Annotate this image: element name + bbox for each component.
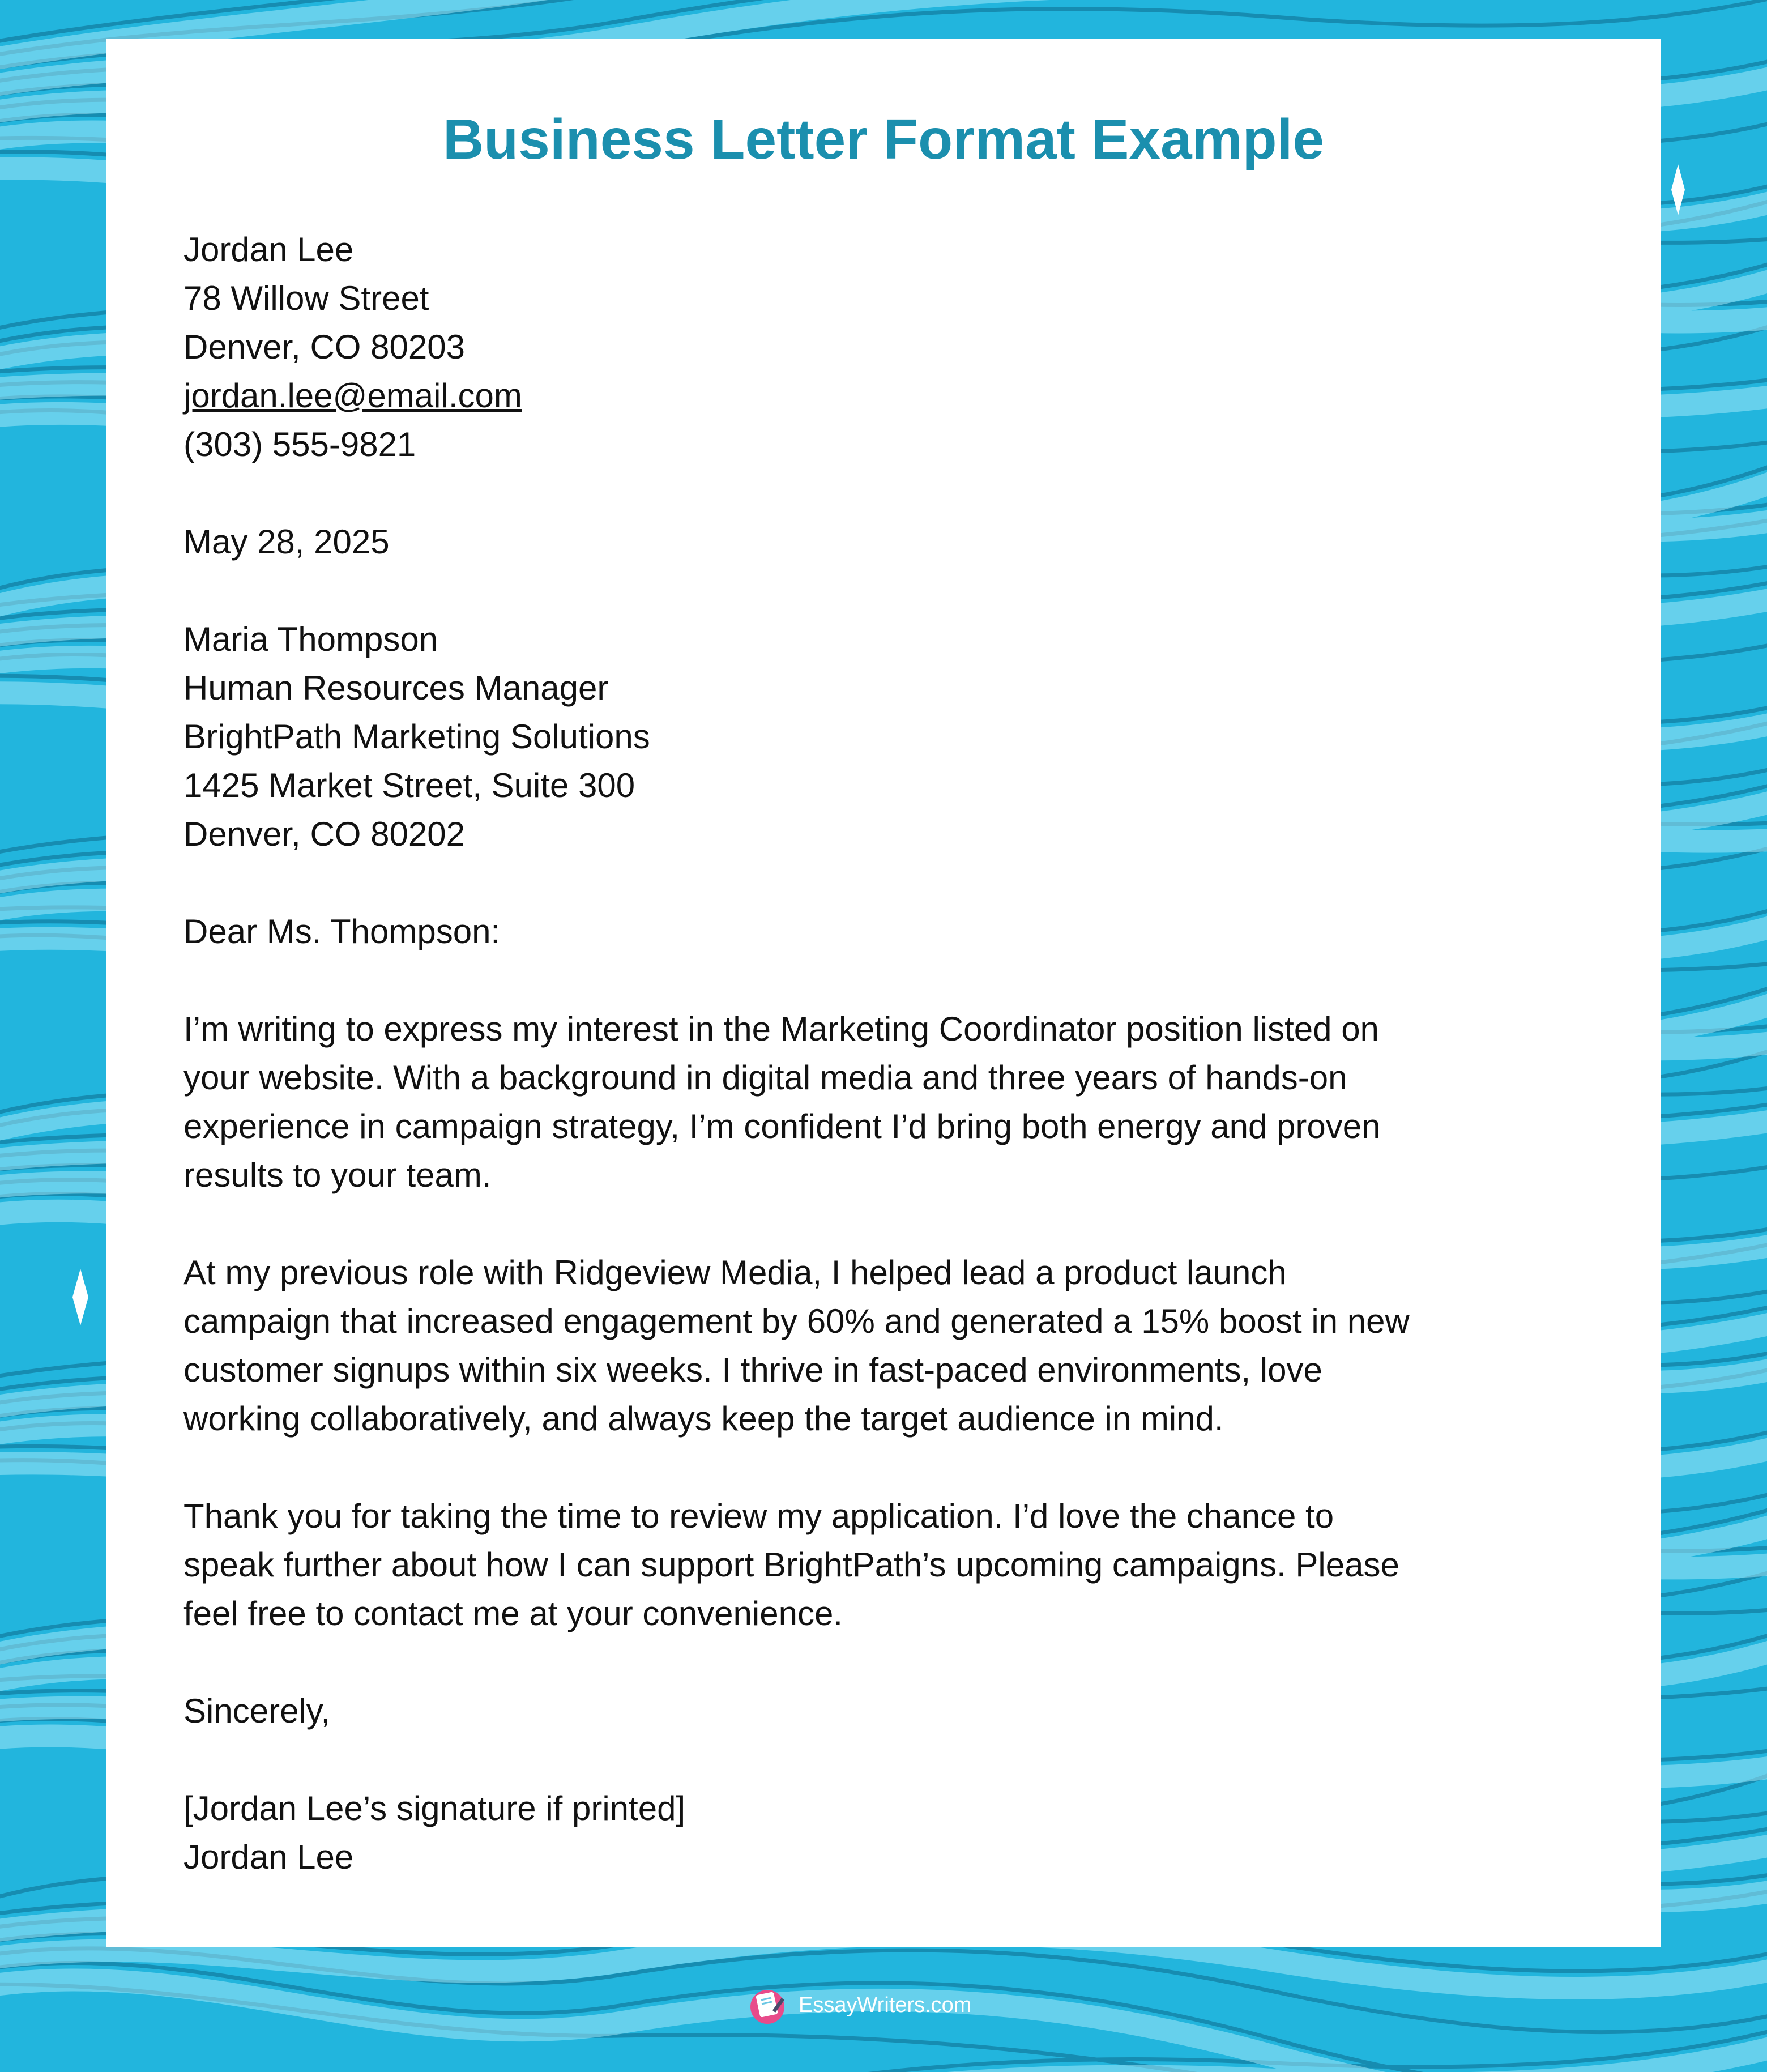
closing: Sincerely, — [183, 1692, 330, 1730]
paragraph-line: At my previous role with Ridgeview Media, I helped lead a product launch — [183, 1254, 1287, 1291]
salutation: Dear Ms. Thompson: — [183, 913, 501, 950]
paragraph-line: experience in campaign strategy, I’m confident I’d bring both energy and proven — [183, 1107, 1381, 1145]
sender-block — [183, 225, 1611, 469]
letter-date: May 28, 2025 — [183, 523, 390, 561]
letter-sheet — [106, 39, 1661, 1947]
paragraph-line: Thank you for taking the time to review my application. I’d love the chance to — [183, 1497, 1334, 1535]
footer-brand[interactable] — [748, 1949, 971, 2062]
recipient-block — [183, 615, 1611, 859]
paragraph-line: campaign that increased engagement by 60% and generated a 15% boost in new — [183, 1302, 1410, 1340]
letter-body — [183, 225, 1611, 1882]
paragraph-line: working collaboratively, and always keep the target audience in mind. — [183, 1400, 1224, 1438]
body-paragraph-3 — [183, 1492, 1611, 1638]
recipient-title: Human Resources Manager — [183, 669, 609, 707]
recipient-company: BrightPath Marketing Solutions — [183, 718, 650, 756]
page-title: Business Letter Format Example — [442, 108, 1325, 171]
footer-brand-text: EssayWriters.com — [799, 1993, 972, 2017]
sender-street: 78 Willow Street — [183, 279, 429, 317]
paragraph-line: feel free to contact me at your convenience. — [183, 1594, 843, 1632]
paragraph-line: speak further about how I can support BrightPath’s upcoming campaigns. Please — [183, 1546, 1399, 1584]
signer-name: Jordan Lee — [183, 1838, 354, 1876]
body-paragraph-2 — [183, 1248, 1611, 1443]
recipient-city: Denver, CO 80202 — [183, 815, 465, 853]
sender-name: Jordan Lee — [183, 231, 354, 268]
paragraph-line: customer signups within six weeks. I thrive in fast-paced environments, love — [183, 1351, 1322, 1389]
pencil-paper-logo-icon — [748, 1985, 787, 2025]
sender-phone: (303) 555-9821 — [183, 425, 416, 463]
recipient-street: 1425 Market Street, Suite 300 — [183, 766, 635, 804]
recipient-name: Maria Thompson — [183, 620, 438, 658]
paragraph-line: your website. With a background in digital media and three years of hands-on — [183, 1059, 1347, 1097]
signature-placeholder: [Jordan Lee’s signature if printed] — [183, 1789, 686, 1827]
sender-city: Denver, CO 80203 — [183, 328, 465, 366]
paragraph-line: I’m writing to express my interest in the Marketing Coordinator position listed on — [183, 1010, 1379, 1048]
body-paragraph-1 — [183, 1005, 1611, 1200]
sender-email-link[interactable]: jordan.lee@email.com — [183, 377, 522, 415]
paragraph-line: results to your team. — [183, 1156, 492, 1194]
